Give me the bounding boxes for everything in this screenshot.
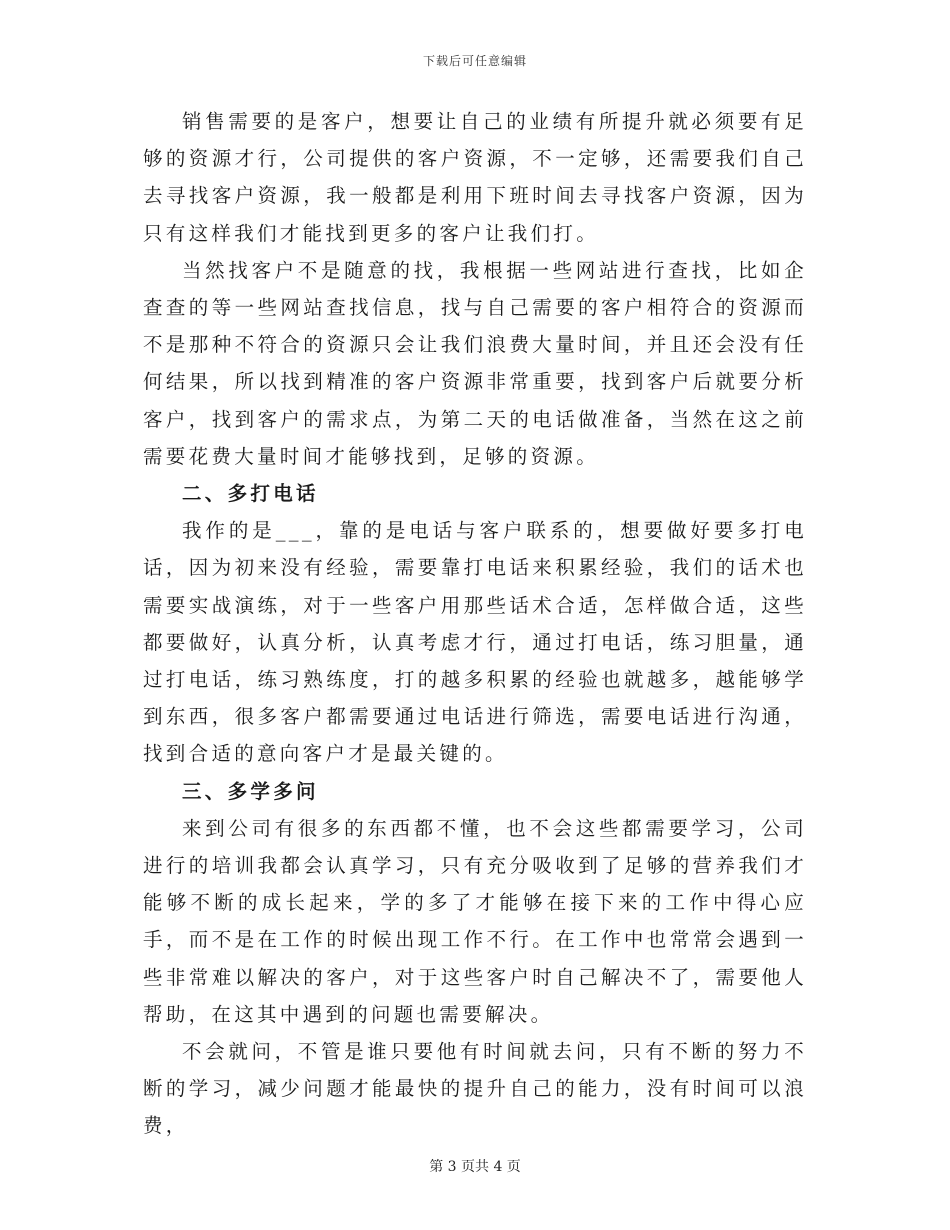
section-heading-make-calls: 二、多打电话 (182, 482, 319, 506)
paragraph-learn: 来到公司有很多的东西都不懂，也不会这些都需要学习，公司进行的培训我都会认真学习，只有充分吸收到了足够的营养我们才能够不断的成长起来，学的多了才能够在接下来的工作中得心应手，而不是在工作的时候出现工作不行。在工作中也常常会遇到一些非常难以解决的客户，对于这些客户时自己解决不了，需要他人帮助，在这其中遇到的问题也需要解决。 (143, 816, 807, 1026)
section-heading-learn-ask: 三、多学多问 (182, 779, 319, 803)
paragraph-search-websites: 当然找客户不是随意的找，我根据一些网站进行查找，比如企查查的等一些网站查找信息，找与自己需要的客户相符合的资源而不是那种不符合的资源只会让我们浪费大量时间，并且还会没有任何结果，所以找到精准的客户资源非常重要，找到客户后就要分析客户，找到客户的需求点，为第二天的电话做准备，当然在这之前需要花费大量时间才能够找到，足够的资源。 (143, 258, 807, 468)
document-body (143, 103, 807, 1145)
page-number: 第 3 页共 4 页 (429, 1159, 521, 1175)
paragraph-make-calls: 我作的是___，靠的是电话与客户联系的，想要做好要多打电话，因为初来没有经验，需要靠打电话来积累经验，我们的话术也需要实战演练，对于一些客户用那些话术合适，怎样做合适，这些都要做好，认真分析，认真考虑才行，通过打电话，练习胆量，通过打电话，练习熟练度，打的越多积累的经验也就越多，越能够学到东西，很多客户都需要通过电话进行筛选，需要电话进行沟通，找到合适的意向客户才是最关键的。 (143, 519, 807, 766)
paragraph-ask: 不会就问，不管是谁只要他有时间就去问，只有不断的努力不断的学习，减少问题才能最快的提升自己的能力，没有时间可以浪费， (143, 1040, 807, 1138)
paragraph-find-clients: 销售需要的是客户，想要让自己的业绩有所提升就必须要有足够的资源才行，公司提供的客户资源，不一定够，还需要我们自己去寻找客户资源，我一般都是利用下班时间去寻找客户资源，因为只有这样我们才能找到更多的客户让我们打。 (143, 110, 807, 245)
page-header: 下载后可任意编辑 (422, 54, 527, 68)
